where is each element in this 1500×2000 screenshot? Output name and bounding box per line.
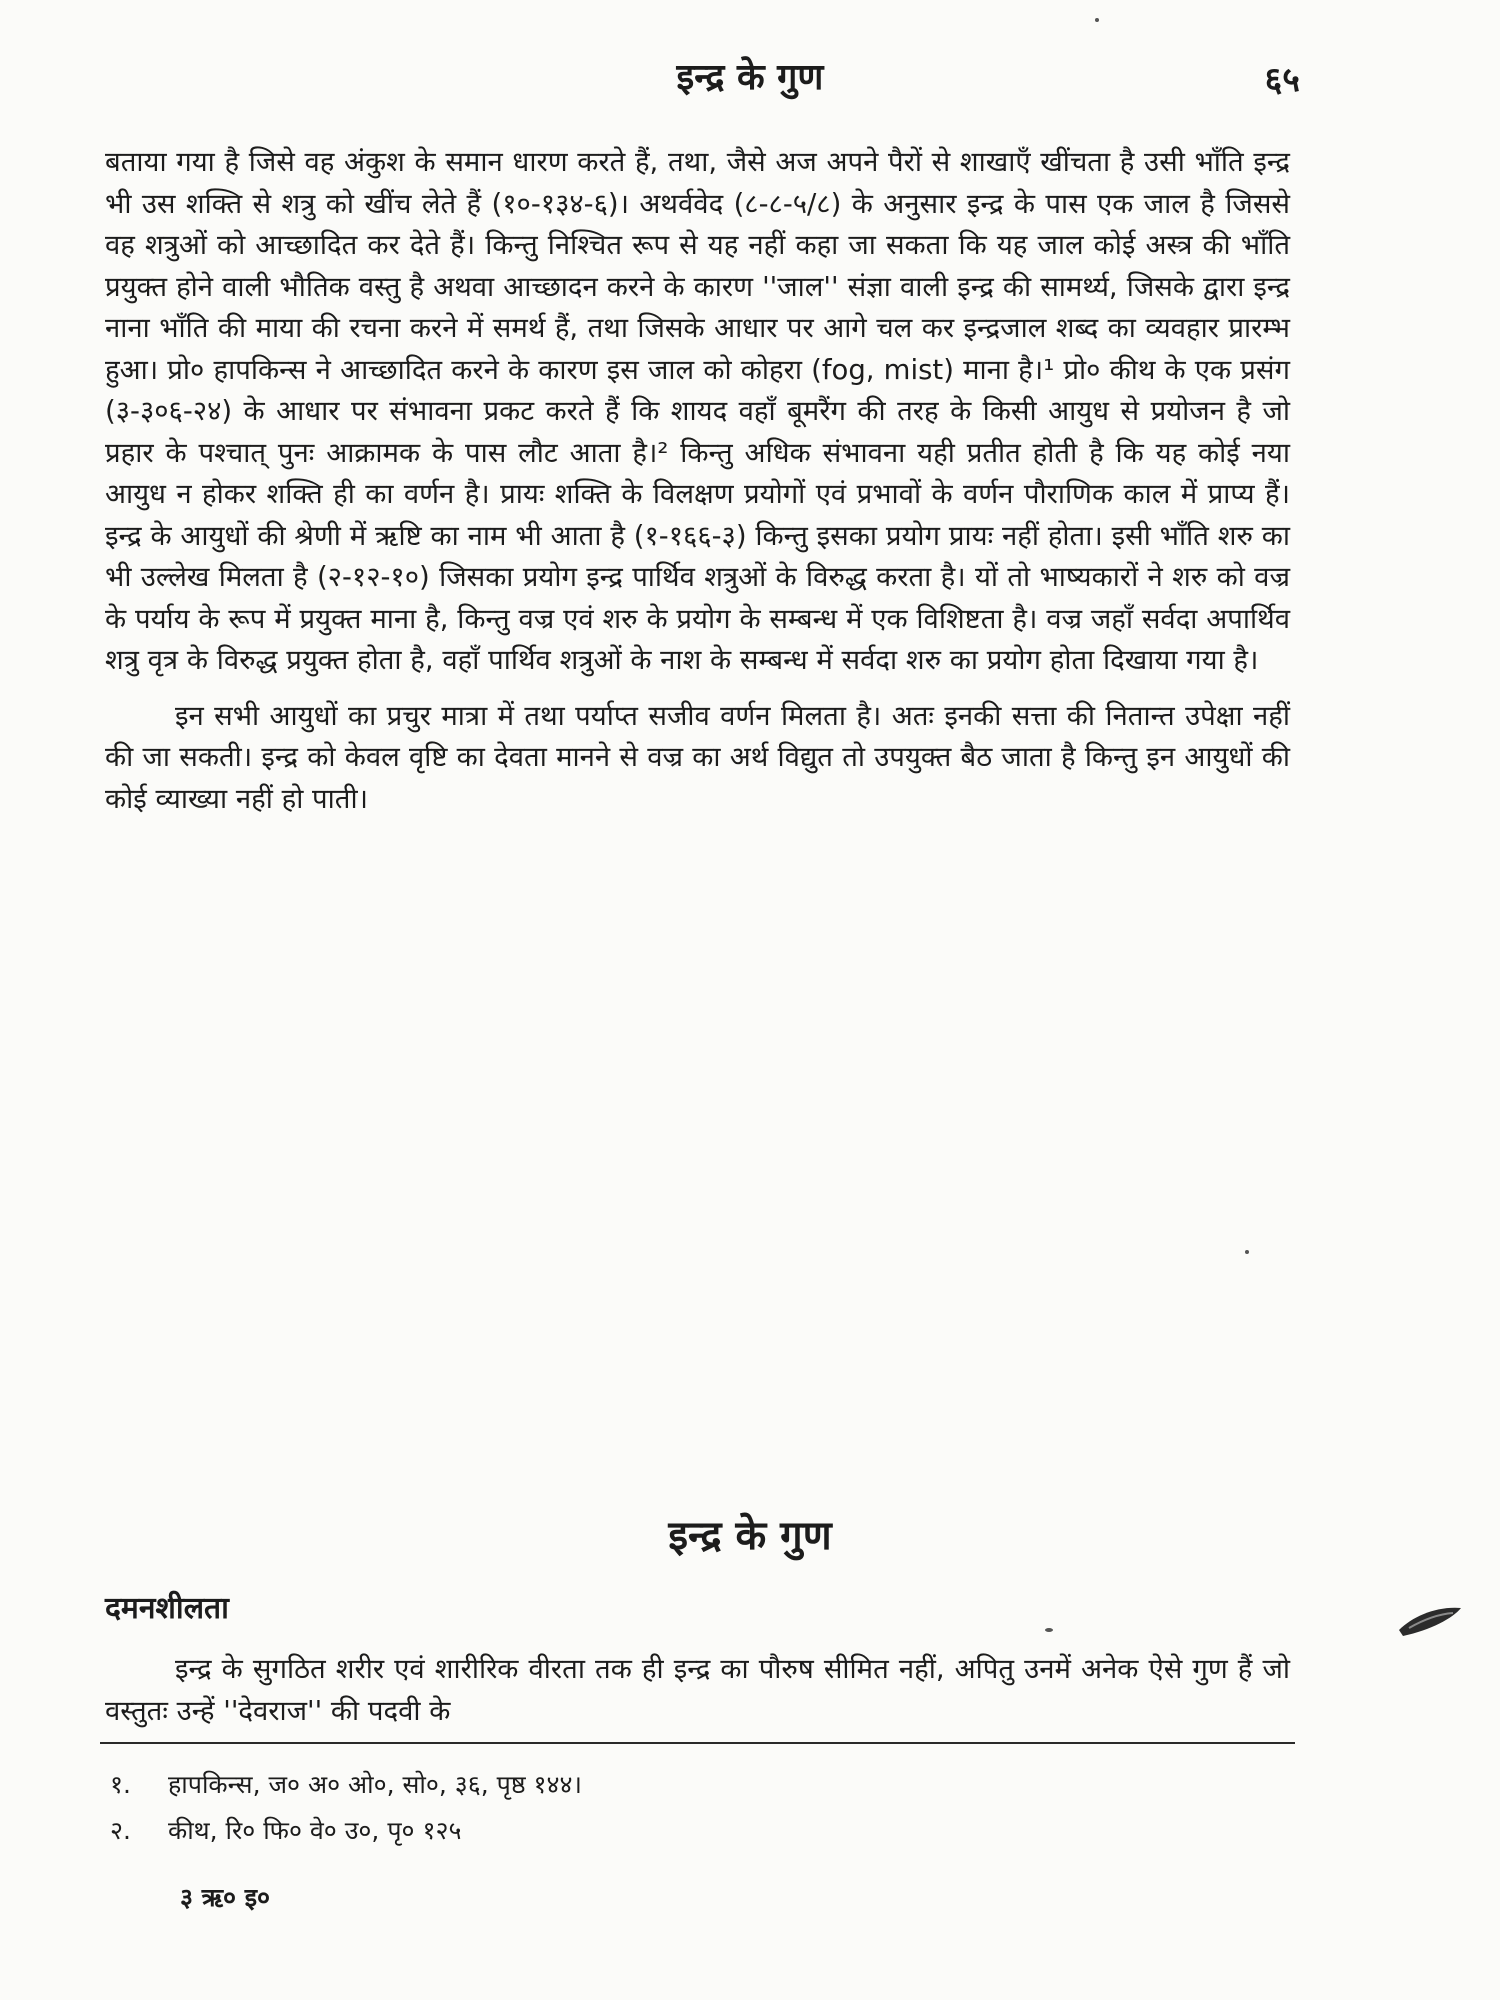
footnote-number: २.	[110, 1816, 131, 1845]
ink-smudge-icon	[1395, 1600, 1465, 1640]
subheading: दमनशीलता	[105, 1591, 229, 1626]
footnote-number: १.	[110, 1770, 131, 1799]
footnote-divider	[100, 1742, 1295, 1744]
abbreviation-note: ३ ऋ० इ०	[180, 1883, 271, 1912]
main-text	[105, 142, 1290, 820]
footnote	[110, 1762, 1270, 1808]
paper-speck	[1095, 18, 1099, 22]
paper-speck	[1245, 1250, 1249, 1254]
paper-speck	[1045, 1628, 1053, 1632]
footnote	[110, 1808, 1270, 1854]
page-header	[0, 40, 1500, 120]
footnote-text: हापकिन्स, ज० अ० ओ०, सो०, ३६, पृष्ठ १४४।	[168, 1770, 582, 1799]
section-heading: इन्द्र के गुण	[668, 1513, 832, 1559]
page-number: ६५	[1264, 60, 1300, 100]
footnote-text: कीथ, रि० फि० वे० उ०, पृ० १२५	[168, 1816, 462, 1845]
running-head: इन्द्र के गुण	[676, 57, 824, 98]
paragraph-section: इन्द्र के सुगठित शरीर एवं शारीरिक वीरता तक ही इन्द्र का पौरुष सीमित नहीं, अपितु उनमें अनेक ऐसे गुण हैं जो वस्तुतः उन्हें ''देवराज'' की पदवी के	[105, 1653, 1290, 1727]
footnotes	[110, 1762, 1270, 1854]
paragraph-conclusion: इन सभी आयुधों का प्रचुर मात्रा में तथा पर्याप्त सजीव वर्णन मिलता है। अतः इनकी सत्ता की नितान्त उपेक्षा नहीं की जा सकती। इन्द्र को केवल वृष्टि का देवता मानने से वज्र का अर्थ विद्युत तो उपयुक्त बैठ जाता है किन्तु इन आयुधों की कोई व्याख्या नहीं हो पाती।	[105, 699, 1290, 815]
paragraph-weapons: बताया गया है जिसे वह अंकुश के समान धारण करते हैं, तथा, जैसे अज अपने पैरों से शाखाएँ खींचता है उसी भाँति इन्द्र भी उस शक्ति से शत्रु को खींच लेते हैं (१०-१३४-६)। अथर्ववेद (८-८-५/८) के अनुसार इन्द्र के पास एक जाल है जिससे वह शत्रुओं को आच्छादित कर देते हैं। किन्तु निश्चित रूप से यह नहीं कहा जा सकता कि यह जाल कोई अस्त्र की भाँति प्रयुक्त होने वाली भौतिक वस्तु है अथवा आच्छादन करने के कारण ''जाल'' संज्ञा वाली इन्द्र की सामर्थ्य, जिसके द्वारा इन्द्र नाना भाँति की माया की रचना करने में समर्थ हैं, तथा जिसके आधार पर आगे चल कर इन्द्रजाल शब्द का व्यवहार प्रारम्भ हुआ। प्रो० हापकिन्स ने आच्छादित करने के कारण इस जाल को कोहरा (fog, mist) माना है।¹ प्रो० कीथ के एक प्रसंग (३-३०६-२४) के आधार पर संभावना प्रकट करते हैं कि शायद वहाँ बूमरैंग की तरह के किसी आयुध से प्रयोजन है जो प्रहार के पश्चात् पुनः आक्रामक के पास लौट आता है।² किन्तु अधिक संभावना यही प्रतीत होती है कि यह कोई नया आयुध न होकर शक्ति ही का वर्णन है। प्रायः शक्ति के विलक्षण प्रयोगों एवं प्रभावों के वर्णन पौराणिक काल में प्राप्य हैं। इन्द्र के आयुधों की श्रेणी में ऋष्टि का नाम भी आता है (१-१६६-३) किन्तु इसका प्रयोग प्रायः नहीं होता। इसी भाँति शरु का भी उल्लेख मिलता है (२-१२-१०) जिसका प्रयोग इन्द्र पार्थिव शत्रुओं के विरुद्ध करता है। यों तो भाष्यकारों ने शरु को वज्र के पर्याय के रूप में प्रयुक्त माना है, किन्तु वज्र एवं शरु के प्रयोग के सम्बन्ध में एक विशिष्टता है। वज्र जहाँ सर्वदा अपार्थिव शत्रु वृत्र के विरुद्ध प्रयुक्त होता है, वहाँ पार्थिव शत्रुओं के नाश के सम्बन्ध में सर्वदा शरु का प्रयोग होता दिखाया गया है।	[105, 146, 1290, 676]
